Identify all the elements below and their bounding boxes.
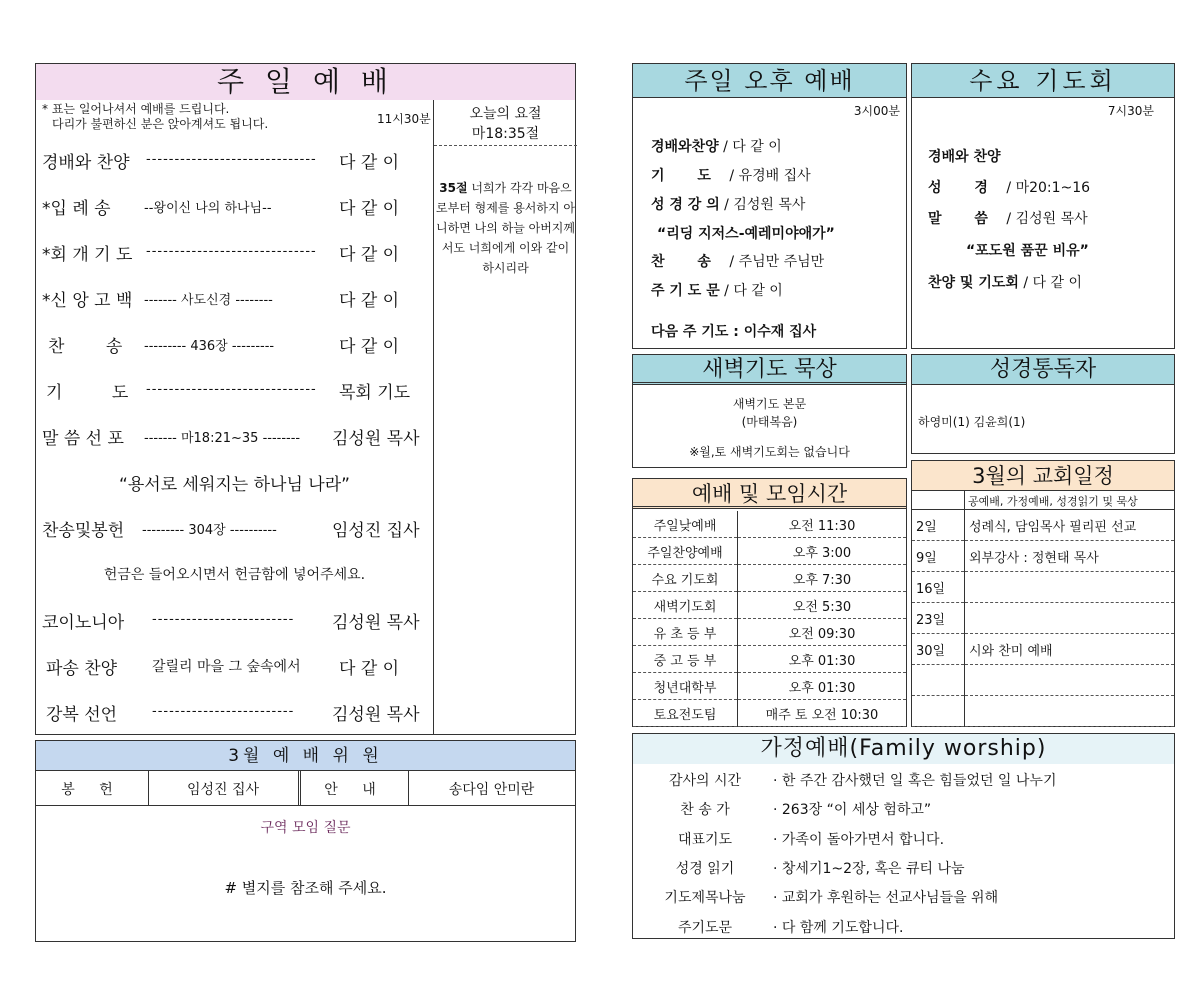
wednesday-panel	[911, 63, 1175, 349]
calendar-row	[912, 696, 1174, 727]
guide-name: 송다임 안미란	[448, 782, 535, 798]
order-dots-6: ------------------------------	[146, 382, 317, 397]
order-leader-2: 다 같 이	[339, 199, 400, 219]
order-mid: 왕이신 나의 하나님	[153, 201, 263, 216]
calendar-header-note	[912, 491, 1174, 510]
dawn-line2: (마태복음)	[741, 415, 798, 429]
schedule-title: 예배 및 모임시간	[633, 479, 906, 509]
sermon-title: “용서로 세워지는 하나님 나라”	[119, 475, 350, 495]
calendar-panel	[911, 460, 1175, 727]
afternoon-line-3: 성 경 강 의 / 김성원 목사	[651, 197, 806, 213]
calendar-event: 성례식, 담임목사 필리핀 선교	[965, 510, 1175, 541]
line-label: 찬 송	[651, 254, 725, 270]
schedule-name: 주일찬양예배	[633, 538, 738, 565]
family-label: 감사의 시간	[668, 773, 742, 789]
verse-title: 오늘의 요절	[469, 106, 542, 122]
order-item: 파송 찬양	[46, 659, 118, 679]
schedule-row	[633, 538, 906, 565]
bible-reader-names: 하영미(1) 김윤희(1)	[918, 415, 1026, 429]
order-row-1	[42, 148, 130, 173]
order-mid-4: ------- 사도신경 --------	[144, 293, 273, 308]
calendar-row	[912, 603, 1174, 634]
schedule-time: 오전 5:30	[738, 592, 907, 619]
wed-line-1: 경배와 찬양	[928, 149, 1001, 165]
line-value: 마20:1~16	[1015, 180, 1091, 196]
standing-note	[42, 102, 268, 132]
order-dots-3: ------------------------------	[146, 244, 317, 259]
schedule-time: 오후 01:30	[738, 673, 907, 700]
schedule-name: 주일낮예배	[633, 511, 738, 538]
guide-label: 안 내	[324, 782, 386, 798]
order-leader-1: 다 같 이	[339, 153, 400, 173]
lecture-title: “리딩 지저스-예레미야애가”	[657, 226, 835, 242]
standing-note-line1: * 표는 일어나셔서 예배를 드립니다.	[42, 102, 230, 116]
calendar-day	[912, 665, 965, 696]
order-row-6	[46, 378, 150, 403]
dawn-line1: 새벽기도 본문	[732, 397, 807, 411]
line-label: 찬양 및 기도회	[928, 275, 1019, 291]
calendar-row	[912, 541, 1174, 572]
order-dots-11: -------------------------	[152, 704, 295, 719]
order-leader-10: 다 같 이	[339, 659, 400, 679]
group-title: 구역 모임 질문	[260, 820, 351, 836]
committee-row	[36, 771, 575, 806]
afternoon-time: 3시00분	[853, 104, 900, 118]
schedule-name: 토요전도팀	[633, 700, 738, 727]
dawn-panel	[632, 354, 907, 468]
family-value: · 다 함께 기도합니다.	[773, 919, 904, 936]
schedule-panel	[632, 478, 907, 727]
line-label: 경배와찬양	[651, 139, 719, 155]
schedule-name: 중 고 등 부	[633, 646, 738, 673]
afternoon-line-2: 기 도 / 유경배 집사	[651, 168, 811, 184]
calendar-title: 3월의 교회일정	[912, 461, 1174, 491]
offering-label: 봉 헌	[61, 782, 123, 798]
next-prayer: 다음 주 기도 : 이수재 집사	[651, 324, 817, 340]
line-value: 김성원 목사	[733, 197, 806, 213]
schedule-name: 수요 기도회	[633, 565, 738, 592]
order-row-8	[42, 516, 124, 541]
verse-column	[433, 100, 577, 735]
order-leader-8: 임성진 집사	[332, 521, 420, 541]
schedule-row	[633, 619, 906, 646]
schedule-row	[633, 565, 906, 592]
order-dots-1: ------------------------------	[146, 152, 317, 167]
order-item: *회 개 기 도	[42, 245, 133, 265]
order-mid-2: --왕이신 나의 하나님--	[144, 201, 272, 216]
calendar-event	[965, 665, 1175, 696]
afternoon-line-4: 찬 송 / 주님만 주님만	[651, 254, 825, 270]
schedule-row	[633, 592, 906, 619]
schedule-row	[633, 673, 906, 700]
divider	[964, 491, 965, 509]
order-mid: 마18:21~35	[180, 431, 259, 446]
calendar-table	[912, 510, 1174, 727]
family-value: · 창세기1~2장, 혹은 큐티 나눔	[773, 860, 965, 877]
sunday-time: 11시30분	[377, 112, 431, 126]
verse-number: 35절	[439, 181, 468, 195]
order-mid-7: ------- 마18:21~35 --------	[144, 431, 301, 446]
order-leader-6: 목회 기도	[339, 383, 411, 403]
wednesday-time: 7시30분	[1107, 104, 1154, 118]
family-label: 성경 읽기	[675, 860, 735, 877]
family-label: 기도제목나눔	[664, 890, 746, 907]
line-value: 주님만 주님만	[738, 254, 825, 270]
calendar-day: 9일	[912, 541, 965, 572]
schedule-time: 오전 09:30	[738, 619, 907, 646]
line-value: 다 같 이	[1032, 275, 1083, 291]
calendar-event	[965, 572, 1175, 603]
offering-name: 임성진 집사	[186, 782, 260, 798]
order-item: 찬송및봉헌	[42, 521, 125, 541]
calendar-row	[912, 572, 1174, 603]
wed-line-3: 말 씀 / 김성원 목사	[928, 211, 1088, 227]
afternoon-line-1: 경배와찬양 / 다 같 이	[651, 139, 782, 155]
order-mid-5: --------- 436장 ---------	[144, 339, 275, 354]
order-row-7	[42, 424, 124, 449]
order-row-3	[42, 240, 132, 265]
order-row-11	[46, 700, 117, 725]
afternoon-line-5: 주 기 도 문 / 다 같 이	[651, 283, 783, 299]
family-value: · 가족이 돌아가면서 합니다.	[773, 831, 945, 848]
sunday-worship-panel	[35, 63, 576, 735]
calendar-event: 외부강사 : 정현태 목사	[965, 541, 1175, 572]
verse-body: 너희가 각각 마음으로부터 형제를 용서하지 아니하면 나의 하늘 아버지께서도 너희에게 이와 같이 하시리라	[436, 181, 575, 275]
order-item: 기 도	[46, 383, 151, 403]
family-panel	[632, 733, 1175, 939]
line-value: 다 같 이	[733, 283, 783, 299]
line-label: 성 경	[928, 180, 1002, 196]
wednesday-title: 수요 기도회	[912, 64, 1174, 98]
wed-sermon-title: “포도원 품꾼 비유”	[966, 243, 1089, 259]
family-value: · 교회가 후원하는 선교사님들을 위해	[773, 890, 999, 907]
schedule-time: 오후 01:30	[738, 646, 907, 673]
bible-reader-panel	[911, 354, 1175, 454]
calendar-event: 시와 찬미 예배	[965, 634, 1175, 665]
order-leader-3: 다 같 이	[339, 245, 400, 265]
calendar-day: 16일	[912, 572, 965, 603]
schedule-time: 오후 7:30	[738, 565, 907, 592]
schedule-name: 청년대학부	[633, 673, 738, 700]
bible-reader-title: 성경통독자	[912, 355, 1174, 385]
order-mid-8: --------- 304장 ----------	[142, 523, 277, 538]
calendar-event	[965, 603, 1175, 634]
family-value: · 263장 “이 세상 험하고”	[773, 802, 932, 819]
order-item: *신 앙 고 백	[42, 291, 133, 311]
schedule-name: 유 초 등 부	[633, 619, 738, 646]
line-label: 주 기 도 문	[651, 283, 720, 299]
dawn-note: ※월,토 새벽기도회는 없습니다	[689, 445, 850, 459]
calendar-row	[912, 510, 1174, 541]
offering-note: 헌금은 들어오시면서 헌금함에 넣어주세요.	[103, 567, 366, 583]
calendar-event	[965, 696, 1175, 727]
order-item: *입 례 송	[42, 199, 111, 219]
order-dots-9: -------------------------	[152, 612, 295, 627]
schedule-table	[633, 511, 906, 727]
order-mid: 사도신경	[180, 293, 232, 308]
committee-panel	[35, 740, 576, 942]
family-label: 주기도문	[677, 919, 733, 936]
order-row-10	[46, 654, 117, 679]
line-label: 성 경 강 의	[651, 197, 720, 213]
divider	[298, 771, 301, 805]
afternoon-title: 주일 오후 예배	[633, 64, 906, 98]
schedule-time: 오전 11:30	[738, 511, 907, 538]
order-mid-10: 갈릴리 마을 그 숲속에서	[152, 659, 301, 675]
verse-text	[434, 178, 577, 278]
order-row-5	[48, 332, 140, 357]
family-label: 대표기도	[677, 831, 733, 848]
schedule-row	[633, 700, 906, 727]
family-value: · 한 주간 감사했던 일 혹은 힘들었던 일 나누기	[773, 773, 1057, 789]
order-row-9	[42, 608, 124, 633]
family-title: 가정예배(Family worship)	[633, 734, 1174, 764]
schedule-row	[633, 646, 906, 673]
schedule-time: 오후 3:00	[738, 538, 907, 565]
calendar-day: 30일	[912, 634, 965, 665]
order-row-2	[42, 194, 111, 219]
order-item: 강복 선언	[46, 705, 118, 725]
calendar-day: 2일	[912, 510, 965, 541]
calendar-day: 23일	[912, 603, 965, 634]
dawn-title: 새벽기도 묵상	[633, 355, 906, 385]
calendar-row	[912, 665, 1174, 696]
order-leader-7: 김성원 목사	[332, 429, 420, 449]
line-value: 유경배 집사	[738, 168, 811, 184]
order-item: 경배와 찬양	[42, 153, 130, 173]
sunday-title: 주 일 예 배	[36, 64, 575, 100]
order-item: 코이노니아	[42, 613, 125, 633]
order-mid: 304장	[188, 523, 226, 538]
order-leader-11: 김성원 목사	[332, 705, 420, 725]
order-leader-5: 다 같 이	[339, 337, 400, 357]
line-value: 김성원 목사	[1015, 211, 1088, 227]
schedule-row	[633, 511, 906, 538]
line-label: 기 도	[651, 168, 725, 184]
calendar-note-text: 공예배, 가정예배, 성경읽기 및 묵상	[968, 495, 1138, 508]
standing-note-line2: 다리가 불편하신 분은 앉아계셔도 됩니다.	[52, 117, 269, 131]
calendar-day	[912, 696, 965, 727]
schedule-time: 매주 토 오전 10:30	[738, 700, 907, 727]
calendar-row	[912, 634, 1174, 665]
order-item: 찬 송	[48, 337, 141, 357]
order-leader-4: 다 같 이	[339, 291, 400, 311]
afternoon-panel	[632, 63, 907, 349]
family-label: 찬 송 가	[680, 802, 730, 819]
schedule-name: 새벽기도회	[633, 592, 738, 619]
order-row-4	[42, 286, 132, 311]
verse-ref: 마18:35절	[434, 123, 577, 146]
wed-line-4: 찬양 및 기도회 / 다 같 이	[928, 275, 1083, 291]
group-note: # 별지를 참조해 주세요.	[224, 879, 387, 897]
committee-title: 3월 예 배 위 원	[36, 741, 575, 771]
order-leader-9: 김성원 목사	[332, 613, 420, 633]
wed-line-2: 성 경 / 마20:1~16	[928, 180, 1091, 196]
line-value: 다 같 이	[732, 139, 782, 155]
order-mid: 436장	[190, 339, 228, 354]
order-item: 말 씀 선 포	[42, 429, 124, 449]
line-label: 말 씀	[928, 211, 1002, 227]
